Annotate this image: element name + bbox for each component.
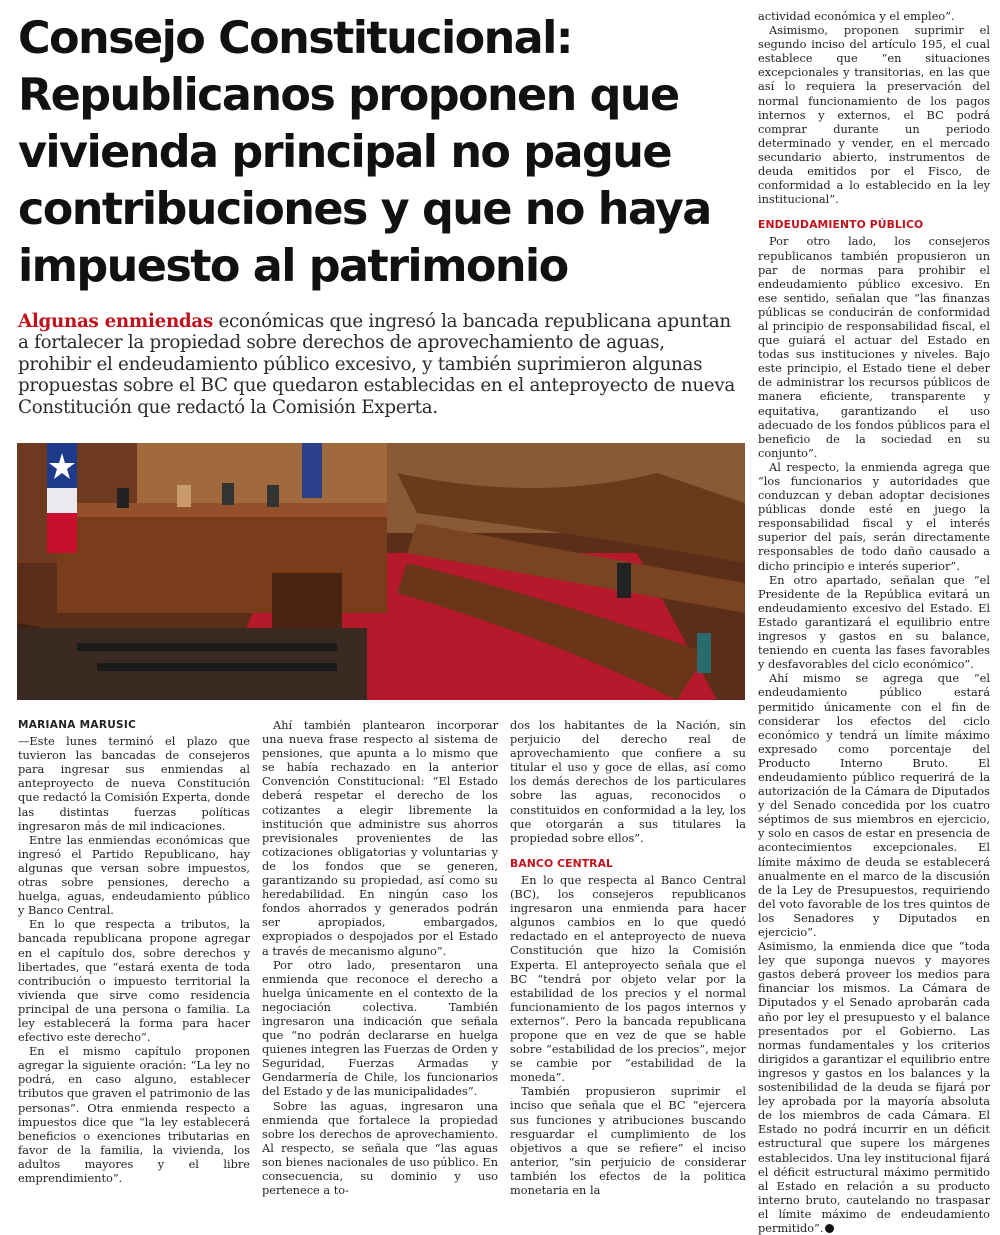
paragraph: Sobre las aguas, ingresaron una enmienda que fortalece la propiedad sobre los derechos de aprovechamiento. Al respecto, se señala que “las aguas son bienes nacionales de uso público. En consecuencia, su dominio y uso pertenece a to- [262,1098,498,1198]
paragraph: Por otro lado, presentaron una enmienda que reconoce el derecho a huelga únicamente en el contexto de la negociación colectiva. También ingresaron una indicación que señala que “no podrán declararse en huelga quienes integren las Fuerzas de Orden y Seguridad, Fuerzas Armadas y Gendarmería de Chile, los funcionarios del Estado y de las municipalidades”. [262,957,498,1099]
paragraph: En otro apartado, señalan que “el Presidente de la República evitará un endeudamiento excesivo del Estado. El Estado garantizará el equilibrio entre ingresos y gastos en su balance, teniendo en cuenta las fases favorables y desfavorables del ciclo económico”. [758,572,990,672]
paragraph: Al respecto, la enmienda agrega que “los funcionarios y autoridades que conduzcan y deban adoptar decisiones públicas donde esté en juego la responsabilidad fiscal y el interés superior del país, serán directamente responsables de todo daño causado a dicho principio e interés superior”. [758,459,990,573]
article-column-1 [18,718,250,1185]
paragraph: actividad económica y el empleo”. [758,9,955,23]
paragraph: En el mismo capítulo proponen agregar la siguiente oración: “La ley no podrá, en caso alguno, establecer tributos que graven el patrimonio de las personas”. Otra enmienda respecto a impuestos dice que “la ley establecerá beneficios o exenciones tributarias en favor de la familia, la vivienda, los adultos mayores y el libre emprendimiento”. [18,1044,250,1185]
subhead-banco-central: BANCO CENTRAL [510,856,614,870]
paragraph: En lo que respecta al Banco Central (BC), los consejeros republicanos ingresaron una enmienda para hacer algunos cambios en lo que quedó redactado en el anteproyecto de nueva Constitución que hizo la Comisión Experta. El anteproyecto señala que el BC “tendrá por objeto velar por la estabilidad de los precios y el normal funcionamiento de los pagos internos y externos”. Pero la bancada republicana propone que en vez de que se hable sobre “estabilidad de los precios”, mejor se cambie por “estabilidad de la moneda”. [510,872,746,1085]
paragraph: Asimismo, la enmienda dice que “toda ley que suponga nuevos y mayores gastos deberá proveer los medios para financiar los mismos. La Cámara de Diputados y el Senado aprobarán cada año por ley el presupuesto y el balance presentados por el Gobierno. Las normas fundamentales y los criterios dirigidos a garantizar el equilibrio entre ingresos y gastos en los balances y la sostenibilidad de la deuda se fijará por ley aprobada por la mayoría absoluta de los miembros de cada Cámara. El Estado no podrá incurrir en un déficit estructural que supere los márgenes establecidos. Una ley institucional fijará el déficit estructural máximo permitido al Estado en relación a su producto interno bruto, cautelando no traspasar el límite máximo de endeudamiento permitido”. [758,939,990,1235]
paragraph: Ahí mismo se agrega que “el endeudamiento público estará permitido únicamente con el fin de considerar los efectos del ciclo económico y tendrá un límite máximo expresado como porcentaje del Producto Interno Bruto. El endeudamiento público requerirá de la autorización de la Cámara de Diputados y del Senado concedida por los cuatro séptimos de sus miembros en ejercicio, y solo en casos de estar en presencia de acontecimientos excepcionales. El límite máximo de deuda se establecerá anualmente en el marco de la discusión de la Ley de Presupuestos, requiriendo del voto favorable de los tres quintos de los Senadores y Diputados en ejercicio”. [758,671,990,939]
lead-highlight: Algunas enmiendas [18,311,213,332]
paragraph: Asimismo, proponen suprimir el segundo inciso del artículo 195, el cual establece que “en situaciones excepcionales y transitorias, en las que así lo requiera la preservación del normal funcionamiento de los pagos internos y externos, el BC podrá comprar durante un periodo determinado y vender, en el mercado secundario abierto, instrumentos de deuda emitidos por el Fisco, de conformidad a lo establecido en la ley institucional”. [758,23,990,207]
article-headline: Consejo Constitucional: Republicanos proponen que vivienda principal no pague contribuciones y que no haya impuesto al patrimonio [18,13,711,292]
lead-text: económicas que ingresó la bancada republicana apuntan a fortalecer la propiedad sobre derechos de aprovechamiento de aguas, prohibir el endeudamiento público excesivo, y también suprimieron algunas propuestas sobre el BC que quedaron establecidas en el anteproyecto de nueva Constitución que redactó la Comisión Experta. [18,311,735,418]
end-mark-icon [825,1224,834,1233]
paragraph: dos los habitantes de la Nación, sin perjuicio del derecho real de aprovechamiento que confiere a su titular el uso y goce de ellas, así como los demás derechos de los particulares sobre las aguas, reconocidos o constituidos en conformidad a la ley, los que otorgarán a sus titulares la propiedad sobre ellos”. [510,718,746,845]
article-column-2 [262,718,498,1197]
paragraph: —Este lunes terminó el plazo que tuvieron las bancadas de consejeros para ingresar sus enmiendas al anteproyecto de nueva Constitución que redactó la Comisión Experta, donde las distintas fuerzas políticas ingresaron más de mil indicaciones. [18,734,250,833]
paragraph: Entre las enmiendas económicas que ingresó el Partido Republicano, hay algunas que versan sobre impuestos, otras sobre pensiones, derecho a huelga, aguas, endeudamiento público y Banco Central. [18,832,250,918]
byline: MARIANA MARUSIC [18,719,137,731]
chamber-photo [17,443,745,700]
paragraph: Ahí también plantearon incorporar una nueva frase respecto al sistema de pensiones, que apunta a lo mismo que se había rechazado en la anterior Convención Constitucional: “El Estado deberá respetar el derecho de los cotizantes a elegir libremente la institución que administre sus ahorros previsionales provenientes de las cotizaciones obligatorias y voluntarias y de los fondos que se generen, garantizando su propiedad, así como su heredabilidad. En ningún caso los fondos ahorrados y generados podrán ser apropiados, embargados, expropiados o despojados por el Estado a través de mecanismo alguno”. [262,718,498,958]
subhead-endeudamiento: ENDEUDAMIENTO PÚBLICO [758,218,924,232]
paragraph: Por otro lado, los consejeros republicanos también propusieron un par de normas para prohibir el endeudamiento público excesivo. En ese sentido, señalan que “las finanzas públicas se conducirán de conformidad al principio de responsabilidad fiscal, el que guiará el actuar del Estado en todas sus instituciones y niveles. Bajo este principio, el Estado tiene el deber de administrar los recursos públicos de manera eficiente, transparente y equitativa, garantizando el uso adecuado de los fondos públicos para el beneficio de la sociedad en su conjunto”. [758,234,990,460]
article-column-3 [510,718,746,1197]
paragraph: En lo que respecta a tributos, la bancada republicana propone agregar en el capítulo dos, sobre derechos y libertades, que “estará exenta de toda contribución o impuesto territorial la vivienda que sirve como residencia principal de una persona o familia. La ley establecerá la forma para hacer efectivo este derecho”. [18,917,250,1045]
article-column-4 [758,9,990,1235]
chamber-photo-icon [17,443,745,700]
article-lead [18,311,743,418]
paragraph: También propusieron suprimir el inciso que señala que el BC “ejercera sus funciones y atribuciones buscando resguardar el cumplimiento de los objetivos a que se refiere” el inciso anterior, “sin perjuicio de considerar también los efectos de la politica monetaria en la [510,1084,746,1197]
